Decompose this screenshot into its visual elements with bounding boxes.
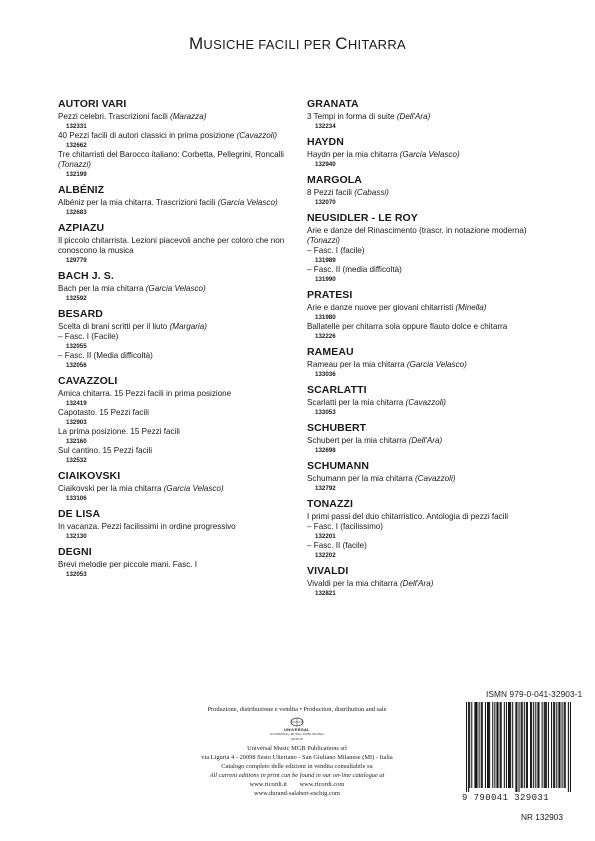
catalogue-code: 133036 [315, 371, 336, 378]
ismn-code: ISMN 979-0-041-32903-1 [486, 689, 583, 699]
catalogue-code: 132070 [315, 199, 336, 206]
work-title-text: Albéniz per la mia chitarra. Trascrizioni facili [58, 198, 218, 207]
work-editor: (Garcia Velasco) [406, 360, 467, 369]
barcode-bar [570, 702, 571, 792]
barcode-bar [524, 702, 525, 788]
work-title [58, 150, 298, 170]
work-title-text: In vacanza. Pezzi facilissimi in ordine progressivo [58, 522, 236, 531]
logo-word: UNIVERSAL [284, 727, 310, 732]
barcode-bar [492, 702, 493, 788]
company-address: via Liguria 4 - 20098 Sesto Ulteriano - San Giuliano Milanese (MI) - Italia [201, 754, 393, 761]
work-title-text: Scarlatti per la mia chitarra [307, 398, 406, 407]
catalogue-code: 132419 [66, 400, 87, 407]
production-line: Produzione, distribuzione e vendita • Production, distribution and sale [207, 706, 387, 713]
work-title [58, 131, 298, 141]
work-title-text: Arie e danze nuove per giovani chitarristi [307, 303, 456, 312]
work-title-text: – Fasc. II (media difficoltà) [307, 265, 402, 274]
work-title-text: I primi passi del duo chitarristico. Antologia di pezzi facili [307, 512, 509, 521]
title-initial-1: M [188, 34, 204, 53]
composer-heading: AUTORI VARI [58, 98, 127, 110]
catalogue-code: 132201 [315, 533, 336, 540]
barcode-bar [512, 702, 513, 788]
work-title-text: – Fasc. I (Facile) [58, 332, 119, 341]
barcode-bar [479, 702, 480, 788]
barcode-bar [559, 702, 560, 788]
work-title [58, 322, 298, 332]
work-title [307, 150, 547, 160]
barcode-bar [565, 702, 566, 788]
work-editor: (Dell'Ara) [396, 112, 431, 121]
work-title [307, 303, 547, 313]
composer-heading: SCHUBERT [307, 422, 367, 434]
work-title-text: Capotasto. 15 Pezzi facili [58, 408, 149, 417]
barcode-bar [474, 702, 475, 788]
work-title [307, 246, 547, 256]
barcode-bar [551, 702, 552, 788]
title-part-1: USICHE FACILI PER [203, 37, 336, 52]
work-editor: (Dell'Ara) [408, 436, 443, 445]
barcode-bar [488, 702, 489, 788]
work-title-text: – Fasc. I (facile) [307, 246, 365, 255]
catalogue-code: 132202 [315, 552, 336, 559]
work-title [307, 474, 547, 484]
composer-heading: AZPIAZU [58, 222, 105, 234]
barcode-bar [475, 702, 476, 788]
barcode-bar [556, 702, 557, 788]
barcode [460, 700, 575, 808]
catalogue-code: 132056 [66, 362, 87, 369]
work-title-text: 3 Tempi in forma di suite [307, 112, 397, 121]
composer-heading: PRATESI [307, 289, 353, 301]
work-title [58, 389, 298, 399]
barcode-bar [521, 702, 522, 788]
work-editor: (Margaria) [169, 322, 207, 331]
barcode-bar [496, 702, 497, 788]
work-title-text: Pezzi celebri. Trascrizioni facili [58, 112, 170, 121]
work-title-text: Vivaldi per la mia chitarra [307, 579, 400, 588]
catalogue-code: 131990 [315, 276, 336, 283]
work-title-text: Ciaikovski per la mia chitarra [58, 484, 164, 493]
barcode-bar [466, 702, 467, 792]
barcode-bar [468, 702, 469, 792]
company-name: Universal Music MGB Publications srl [247, 745, 347, 752]
work-title [307, 398, 547, 408]
work-title-text: Schumann per la mia chitarra [307, 474, 415, 483]
publisher-footer [170, 705, 424, 798]
catalogue-code: 132940 [315, 161, 336, 168]
work-title-text: 40 Pezzi facili di autori classici in prima posizione [58, 131, 237, 140]
work-title-text: Brevi melodie per piccole mani. Fasc. I [58, 560, 197, 569]
work-editor: (Cavazzoli) [414, 474, 456, 483]
catalogue-code: 132053 [66, 571, 87, 578]
work-title [307, 226, 547, 246]
barcode-bar [516, 702, 517, 792]
work-title [58, 522, 298, 532]
composer-heading: BACH J. S. [58, 270, 114, 282]
catalogue-right-column [307, 98, 547, 598]
barcode-bar [519, 702, 520, 792]
catalogue-left-column [58, 98, 298, 579]
work-title [58, 332, 298, 342]
barcode-digits: 9 790041 329031 [462, 793, 550, 803]
barcode-bar [510, 702, 511, 788]
barcode-bar [504, 702, 505, 788]
composer-heading: DE LISA [58, 508, 101, 520]
catalogue-code: 133053 [315, 409, 336, 416]
barcode-bar [498, 702, 499, 788]
work-editor: (Cabassi) [354, 188, 389, 197]
work-editor: (Garcia Velasco) [145, 284, 206, 293]
work-title-text: Ballatelle per chitarra sola oppure flauto dolce e chitarra [307, 322, 508, 331]
catalogue-code: 129779 [66, 257, 87, 264]
barcode-bar [481, 702, 482, 788]
work-title [58, 236, 298, 256]
barcode-bar [548, 702, 549, 788]
work-editor: (Minella) [455, 303, 487, 312]
work-title [58, 198, 298, 208]
composer-heading: ALBÉNIZ [58, 184, 105, 196]
work-title [58, 427, 298, 437]
work-editor: (Cavazzoli) [405, 398, 446, 407]
work-title-text: Scelta di brani scritti per il liuto [58, 322, 170, 331]
composer-heading: SCARLATTI [307, 384, 367, 396]
work-editor: (Garcia Velasco) [399, 150, 460, 159]
barcode-bar [477, 702, 478, 788]
work-title [58, 351, 298, 361]
catalogue-code: 132234 [315, 123, 336, 130]
barcode-bar [537, 702, 538, 788]
work-title [307, 188, 547, 198]
barcode-bar [562, 702, 563, 788]
catalogue-code: 132055 [66, 343, 87, 350]
barcode-bar [535, 702, 536, 788]
globe-icon [290, 717, 304, 727]
work-title-text: Tre chitarristi del Barocco italiano: Corbetta, Pellegrini, Roncalli [58, 150, 284, 159]
barcode-bar [544, 702, 545, 788]
composer-heading: VIVALDI [307, 565, 349, 577]
composer-heading: CAVAZZOLI [58, 375, 118, 387]
barcode-bar [489, 702, 490, 788]
work-title [58, 484, 298, 494]
catalogue-code: 131989 [315, 257, 336, 264]
barcode-bar [545, 702, 546, 788]
page-title [0, 34, 595, 54]
barcode-bars [460, 700, 575, 792]
barcode-bar [546, 702, 547, 788]
barcode-bar [469, 702, 470, 788]
catalogue-code: 132199 [66, 171, 87, 178]
work-title-text: Bach per la mia chitarra [58, 284, 146, 293]
composer-heading: CIAIKOVSKI [58, 470, 121, 482]
barcode-bar [526, 702, 527, 788]
catalogue-code: 131980 [315, 314, 336, 321]
catalogue-number: NR 132903 [521, 812, 563, 822]
composer-heading: HAYDN [307, 136, 344, 148]
composer-heading: DEGNI [58, 546, 92, 558]
catalogue-code: 132592 [66, 295, 87, 302]
barcode-bar [531, 702, 532, 788]
catalogue-code: 132792 [315, 485, 336, 492]
catalogue-code: 132698 [315, 447, 336, 454]
catalogue-code: 132130 [66, 533, 87, 540]
barcode-bar [515, 702, 516, 792]
barcode-bar [542, 702, 543, 788]
composer-heading: NEUSIDLER - LE ROY [307, 212, 418, 224]
barcode-bar [530, 702, 531, 788]
work-title-text: Amica chitarra. 15 Pezzi facili in prima posizione [58, 389, 232, 398]
composer-heading: RAMEAU [307, 346, 354, 358]
composer-heading: TONAZZI [307, 498, 354, 510]
work-title [307, 522, 547, 532]
catalogue-code: 132331 [66, 123, 87, 130]
barcode-bar [485, 702, 486, 788]
barcode-bar [558, 702, 559, 788]
barcode-bar [487, 702, 488, 788]
barcode-bar [494, 702, 495, 788]
work-title [307, 436, 547, 446]
universal-logo [267, 717, 327, 742]
work-title-text: – Fasc. I (facilissimo) [307, 522, 384, 531]
catalogue-code: 133106 [66, 495, 87, 502]
catalogue-code: 132532 [66, 457, 87, 464]
work-editor: (Cavazzoli) [236, 131, 278, 140]
work-title [58, 446, 298, 456]
barcode-bar [501, 702, 502, 788]
website-links[interactable]: www.ricordi.it www.ricordi.com [249, 781, 345, 788]
barcode-bar [564, 702, 565, 788]
title-initial-2: C [335, 34, 348, 53]
catalogue-note-it: Catalogo completo delle edizioni in vendita consultabile su [221, 763, 373, 770]
work-title [307, 265, 547, 275]
work-editor: (Tonazzi) [58, 160, 91, 169]
work-editor: (Garcia Velasco) [217, 198, 278, 207]
work-title-text: Schubert per la mia chitarra [307, 436, 409, 445]
work-title-text: Arie e danze del Rinascimento (trascr. in notazione moderna) [307, 226, 527, 235]
barcode-bar [568, 702, 569, 792]
catalogue-note-en: All current editions in print can be found in our on-line catalogue at [209, 772, 385, 779]
barcode-bar [538, 702, 539, 788]
catalogue-code: 132226 [315, 333, 336, 340]
work-title [307, 112, 547, 122]
barcode-bar [500, 702, 501, 788]
catalogue-code: 132903 [66, 419, 87, 426]
work-title [58, 284, 298, 294]
barcode-bar [471, 702, 472, 788]
composer-heading: BESARD [58, 308, 103, 320]
work-title-text: – Fasc. II (Media difficoltà) [58, 351, 153, 360]
work-title [58, 560, 298, 570]
title-part-2: HITARRA [347, 37, 407, 52]
work-title-text: La prima posizione. 15 Pezzi facili [58, 427, 180, 436]
work-editor: (Dell'Ara) [399, 579, 434, 588]
website-link-durand[interactable]: www.durand-salabert-eschig.com [254, 790, 340, 797]
composer-heading: SCHUMANN [307, 460, 370, 472]
composer-heading: GRANATA [307, 98, 359, 110]
work-title-text: Haydn per la mia chitarra [307, 150, 400, 159]
work-title [307, 579, 547, 589]
barcode-bar [527, 702, 528, 788]
work-title [58, 112, 298, 122]
barcode-bar [533, 702, 534, 788]
work-title [307, 322, 547, 332]
barcode-bar [553, 702, 554, 788]
catalogue-code: 132662 [66, 142, 87, 149]
barcode-bar [506, 702, 507, 788]
barcode-bar [482, 702, 483, 788]
work-title-text: Sul cantino. 15 Pezzi facili [58, 446, 153, 455]
barcode-bar [522, 702, 523, 788]
work-title-text: Rameau per la mia chitarra [307, 360, 407, 369]
work-title-text: – Fasc. II (facile) [307, 541, 367, 550]
logo-subline: UNIVERSAL MUSIC PUBLISHING GROUP [269, 732, 325, 741]
work-title-text: 8 Pezzi facili [307, 188, 355, 197]
barcode-bar [508, 702, 509, 788]
work-title [307, 541, 547, 551]
composer-heading: MARGOLA [307, 174, 362, 186]
work-title-text: Il piccolo chitarrista. Lezioni piacevoli anche per coloro che non conoscono la musica [58, 236, 285, 255]
work-title [58, 408, 298, 418]
work-editor: (Tonazzi) [307, 236, 340, 245]
catalogue-code: 132160 [66, 438, 87, 445]
barcode-bar [554, 702, 555, 788]
work-editor: (Marazza) [170, 112, 207, 121]
work-title [307, 360, 547, 370]
work-title [307, 512, 547, 522]
catalogue-code: 132821 [315, 590, 336, 597]
barcode-bar [509, 702, 510, 788]
work-editor: (Garcia Velasco) [163, 484, 224, 493]
catalogue-code: 132683 [66, 209, 87, 216]
